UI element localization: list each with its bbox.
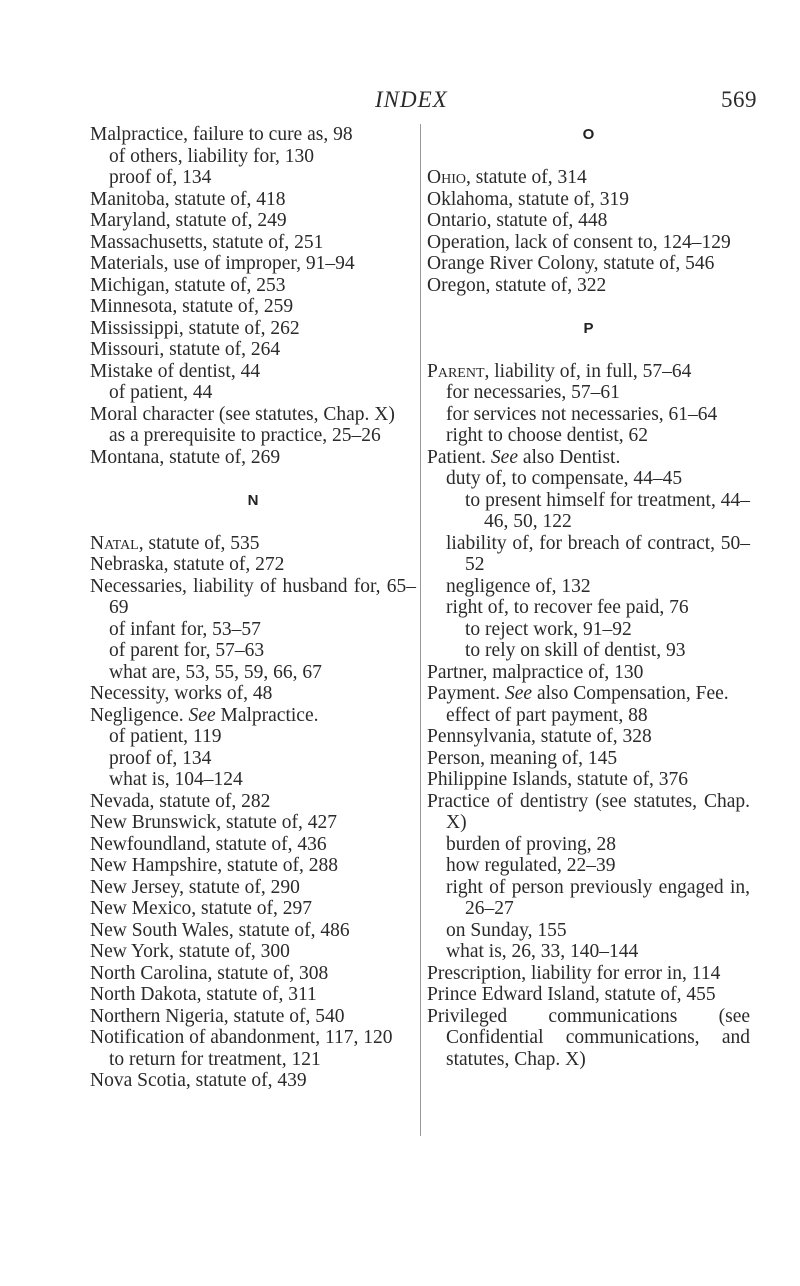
index-entry bbox=[427, 855, 750, 877]
entry-text: Philippine Islands, statute of, 376 bbox=[427, 769, 689, 790]
index-entry bbox=[90, 554, 416, 576]
entry-text: Notification of abandonment, 117, 120 bbox=[90, 1027, 393, 1048]
index-entry bbox=[427, 1006, 750, 1071]
index-entry bbox=[427, 640, 750, 662]
entry-text: what is, 104–124 bbox=[109, 769, 243, 790]
entry-text: right of, to recover fee paid, 76 bbox=[446, 597, 689, 618]
entry-text: for necessaries, 57–61 bbox=[446, 382, 620, 403]
index-entry bbox=[90, 189, 416, 211]
see-reference: See bbox=[188, 704, 216, 726]
entry-headword: Parent bbox=[427, 360, 485, 382]
index-entry bbox=[90, 855, 416, 877]
entry-text: to present himself for treatment, 44–46, 50, 122 bbox=[465, 489, 750, 532]
entry-text: Payment. bbox=[427, 683, 501, 704]
entry-text: Operation, lack of consent to, 124–129 bbox=[427, 231, 731, 253]
index-entry bbox=[427, 210, 750, 232]
entry-text: burden of proving, 28 bbox=[446, 833, 617, 855]
entry-text: duty of, to compensate, 44–45 bbox=[446, 468, 683, 489]
entry-text: Malpractice, failure to cure as, 98 bbox=[90, 124, 353, 145]
entry-text: Orange River Colony, statute of, 546 bbox=[427, 253, 715, 274]
entry-headword: Natal bbox=[90, 532, 139, 554]
index-entry bbox=[90, 748, 416, 770]
entry-text: Northern Nigeria, statute of, 540 bbox=[90, 1005, 345, 1027]
entry-text: Privileged communications (see Confidential communications, and statutes, Chap. X) bbox=[427, 1005, 750, 1070]
entry-text: Necessity, works of, 48 bbox=[90, 683, 273, 704]
entry-text: effect of part payment, 88 bbox=[446, 704, 648, 726]
entry-text: Negligence. bbox=[90, 704, 184, 726]
running-head bbox=[0, 86, 800, 114]
entry-text: liability of, for breach of contract, 50–52 bbox=[446, 532, 750, 575]
index-entry bbox=[427, 189, 750, 211]
index-entry bbox=[90, 963, 416, 985]
entry-text: negligence of, 132 bbox=[446, 575, 591, 597]
entry-text: Ontario, statute of, 448 bbox=[427, 210, 608, 231]
index-entry bbox=[90, 984, 416, 1006]
index-entry bbox=[427, 447, 750, 469]
index-entry bbox=[90, 210, 416, 232]
entry-text: Materials, use of improper, 91–94 bbox=[90, 253, 355, 274]
entry-text: Practice of dentistry (see statutes, Chap. X) bbox=[427, 790, 750, 833]
index-entry bbox=[90, 619, 416, 641]
entry-text: Patient. bbox=[427, 446, 487, 468]
entry-text: Person, meaning of, 145 bbox=[427, 747, 618, 769]
entry-text: Nebraska, statute of, 272 bbox=[90, 554, 285, 575]
index-entry bbox=[90, 339, 416, 361]
index-entry bbox=[90, 232, 416, 254]
index-entry bbox=[90, 1070, 416, 1092]
entry-text: of infant for, 53–57 bbox=[109, 618, 261, 640]
entry-text: of patient, 119 bbox=[109, 726, 222, 747]
entry-text: North Dakota, statute of, 311 bbox=[90, 984, 317, 1005]
entry-text: Oklahoma, statute of, 319 bbox=[427, 188, 629, 210]
index-entry bbox=[90, 1049, 416, 1071]
entry-text: to return for treatment, 121 bbox=[109, 1048, 321, 1070]
entry-text: Pennsylvania, statute of, 328 bbox=[427, 726, 652, 747]
entry-text: of patient, 44 bbox=[109, 382, 213, 403]
page-number: 569 bbox=[721, 87, 757, 112]
entry-text: what is, 26, 33, 140–144 bbox=[446, 941, 639, 962]
index-entry bbox=[90, 447, 416, 469]
index-entry bbox=[427, 619, 750, 641]
entry-text: Newfoundland, statute of, 436 bbox=[90, 833, 327, 855]
entry-text: Michigan, statute of, 253 bbox=[90, 274, 286, 296]
index-entry bbox=[90, 705, 416, 727]
entry-text: to rely on skill of dentist, 93 bbox=[465, 640, 686, 661]
entry-text: , statute of, 314 bbox=[465, 167, 587, 188]
entry-text: Missouri, statute of, 264 bbox=[90, 339, 281, 360]
entry-text: to reject work, 91–92 bbox=[465, 618, 632, 640]
entry-text: Mistake of dentist, 44 bbox=[90, 360, 261, 382]
index-entry bbox=[90, 941, 416, 963]
section-gap bbox=[90, 511, 416, 533]
index-entry bbox=[90, 640, 416, 662]
index-entry bbox=[90, 361, 416, 383]
see-target: also Dentist. bbox=[517, 446, 621, 468]
index-entry bbox=[427, 705, 750, 727]
index-entry bbox=[427, 984, 750, 1006]
entry-text: New Jersey, statute of, 290 bbox=[90, 876, 300, 898]
entry-text: New York, statute of, 300 bbox=[90, 941, 290, 962]
column-divider bbox=[420, 124, 421, 1136]
index-entry bbox=[427, 662, 750, 684]
entry-text: Prince Edward Island, statute of, 455 bbox=[427, 984, 716, 1005]
section-gap bbox=[90, 468, 416, 490]
entry-text: proof of, 134 bbox=[109, 747, 212, 769]
index-entry bbox=[90, 275, 416, 297]
index-entry bbox=[90, 726, 416, 748]
index-entry bbox=[427, 361, 750, 383]
index-entry bbox=[427, 533, 750, 576]
entry-text: of parent for, 57–63 bbox=[109, 640, 265, 661]
entry-text: Nevada, statute of, 282 bbox=[90, 790, 271, 812]
entry-text: New Hampshire, statute of, 288 bbox=[90, 855, 339, 876]
entry-text: Necessaries, liability of husband for, 65–69 bbox=[90, 575, 416, 618]
index-entry bbox=[90, 318, 416, 340]
entry-text: right of person previously engaged in, 26–27 bbox=[446, 876, 750, 919]
index-entry bbox=[90, 296, 416, 318]
index-entry bbox=[90, 683, 416, 705]
entry-headword: Ohio bbox=[427, 167, 466, 188]
index-entry bbox=[90, 1006, 416, 1028]
entry-text: Mississippi, statute of, 262 bbox=[90, 317, 300, 339]
index-column-left bbox=[90, 124, 416, 1092]
index-entry bbox=[90, 382, 416, 404]
index-entry bbox=[90, 662, 416, 684]
entry-text: right to choose dentist, 62 bbox=[446, 425, 649, 446]
entry-text: how regulated, 22–39 bbox=[446, 855, 616, 876]
entry-text: New Brunswick, statute of, 427 bbox=[90, 812, 337, 833]
index-entry bbox=[427, 748, 750, 770]
running-head-title: INDEX bbox=[375, 87, 448, 112]
entry-text: , statute of, 535 bbox=[138, 532, 260, 554]
index-entry bbox=[427, 167, 750, 189]
index-entry bbox=[427, 490, 750, 533]
index-entry bbox=[427, 425, 750, 447]
index-entry bbox=[427, 275, 750, 297]
entry-text: Oregon, statute of, 322 bbox=[427, 274, 607, 296]
entry-text: Nova Scotia, statute of, 439 bbox=[90, 1070, 307, 1091]
entry-text: of others, liability for, 130 bbox=[109, 145, 315, 167]
index-entry bbox=[427, 232, 750, 254]
entry-text: for services not necessaries, 61–64 bbox=[446, 403, 718, 425]
section-gap bbox=[427, 296, 750, 318]
entry-text: proof of, 134 bbox=[109, 167, 212, 188]
index-entry bbox=[427, 963, 750, 985]
entry-text: as a prerequisite to practice, 25–26 bbox=[109, 425, 381, 446]
entry-text: Prescription, liability for error in, 114 bbox=[427, 962, 721, 984]
index-entry bbox=[90, 920, 416, 942]
index-entry bbox=[427, 683, 750, 705]
index-entry bbox=[427, 576, 750, 598]
index-entry bbox=[427, 941, 750, 963]
entry-text: North Carolina, statute of, 308 bbox=[90, 962, 329, 984]
entry-text: New Mexico, statute of, 297 bbox=[90, 898, 313, 919]
entry-text: Montana, statute of, 269 bbox=[90, 446, 281, 468]
entry-text: , liability of, in full, 57–64 bbox=[484, 360, 692, 382]
index-entry bbox=[90, 533, 416, 555]
entry-text: on Sunday, 155 bbox=[446, 919, 567, 941]
section-letter: P bbox=[583, 319, 594, 337]
index-entry bbox=[427, 253, 750, 275]
index-entry bbox=[90, 791, 416, 813]
index-entry bbox=[427, 382, 750, 404]
index-entry bbox=[427, 769, 750, 791]
entry-text: Moral character (see statutes, Chap. X) bbox=[90, 403, 395, 425]
index-entry bbox=[90, 404, 416, 426]
index-entry bbox=[427, 834, 750, 856]
index-entry bbox=[427, 877, 750, 920]
entry-text: Maryland, statute of, 249 bbox=[90, 210, 287, 231]
index-entry bbox=[90, 167, 416, 189]
entry-text: Partner, malpractice of, 130 bbox=[427, 661, 644, 683]
section-letter: O bbox=[582, 126, 595, 143]
index-entry bbox=[90, 898, 416, 920]
section-gap bbox=[427, 146, 750, 168]
index-entry bbox=[427, 404, 750, 426]
index-entry bbox=[90, 834, 416, 856]
index-entry bbox=[90, 877, 416, 899]
index-entry bbox=[90, 124, 416, 146]
index-entry bbox=[90, 253, 416, 275]
index-entry bbox=[427, 468, 750, 490]
index-entry bbox=[427, 791, 750, 834]
index-entry bbox=[90, 576, 416, 619]
see-reference: See bbox=[505, 683, 533, 704]
index-entry bbox=[427, 726, 750, 748]
entry-text: Massachusetts, statute of, 251 bbox=[90, 231, 324, 253]
entry-text: Minnesota, statute of, 259 bbox=[90, 296, 294, 317]
index-column-right bbox=[427, 124, 750, 1070]
entry-text: Manitoba, statute of, 418 bbox=[90, 188, 286, 210]
see-target: Malpractice. bbox=[215, 704, 319, 726]
see-target: also Compensation, Fee. bbox=[532, 683, 729, 704]
see-reference: See bbox=[490, 446, 518, 468]
index-entry bbox=[90, 146, 416, 168]
index-entry bbox=[90, 769, 416, 791]
index-entry bbox=[90, 425, 416, 447]
entry-text: New South Wales, statute of, 486 bbox=[90, 919, 350, 941]
section-gap bbox=[427, 339, 750, 361]
index-entry bbox=[90, 812, 416, 834]
entry-text: what are, 53, 55, 59, 66, 67 bbox=[109, 661, 322, 683]
index-entry bbox=[427, 920, 750, 942]
index-entry bbox=[90, 1027, 416, 1049]
section-letter: N bbox=[247, 491, 259, 509]
index-entry bbox=[427, 597, 750, 619]
